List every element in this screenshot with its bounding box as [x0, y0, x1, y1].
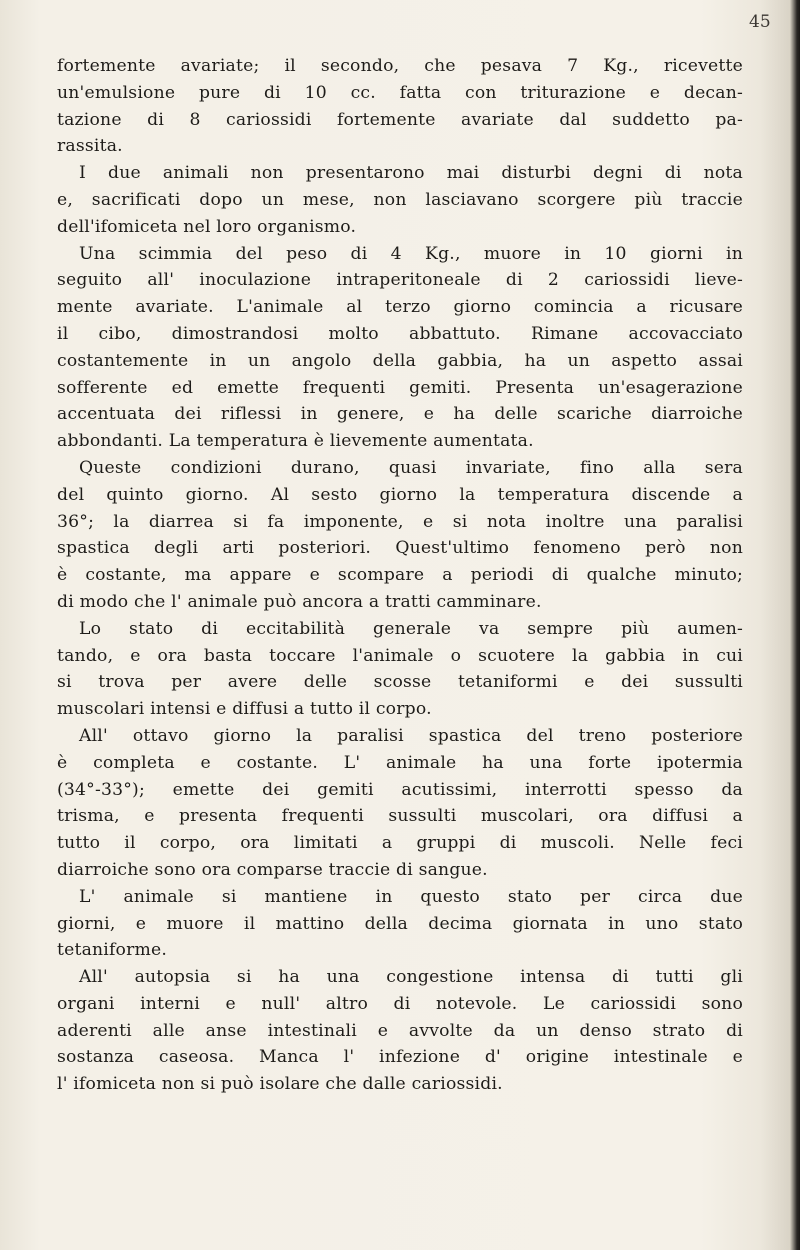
- text-line: giorni, e muore il mattino della decima giornata in uno stato: [57, 913, 743, 934]
- text-line: (34°-33°); emette dei gemiti acutissimi, interrotti spesso da: [57, 779, 743, 800]
- text-line: Una scimmia del peso di 4 Kg., muore in 10 giorni in: [79, 243, 743, 264]
- text-line: di modo che l' animale può ancora a tratti camminare.: [57, 591, 542, 612]
- text-line: è costante, ma appare e scompare a periodi di qualche minuto;: [57, 565, 743, 586]
- text-line: abbondanti. La temperatura è lievemente aumentata.: [57, 431, 534, 452]
- text-line: All' autopsia si ha una congestione intensa di tutti gli: [79, 967, 743, 988]
- text-line: dell'ifomiceta nel loro organismo.: [57, 216, 357, 237]
- text-line: trisma, e presenta frequenti sussulti muscolari, ora diffusi a: [57, 806, 743, 827]
- text-line: tetaniforme.: [57, 940, 168, 961]
- text-line: aderenti alle anse intestinali e avvolte da un denso strato di: [57, 1020, 743, 1041]
- text-line: fortemente avariate; il secondo, che pesava 7 Kg., ricevette: [57, 56, 743, 76]
- text-line: 36°; la diarrea si fa imponente, e si nota inoltre una paralisi: [57, 511, 743, 532]
- text-line: e, sacrificati dopo un mese, non lasciavano scorgere più traccie: [57, 189, 743, 210]
- text-line: tazione di 8 cariossidi fortemente avariate dal suddetto pa-: [57, 109, 743, 130]
- text-line: seguito all' inoculazione intraperitoneale di 2 cariossidi lieve-: [57, 270, 743, 291]
- page-number: 45: [749, 12, 771, 32]
- text-line: tutto il corpo, ora limitati a gruppi di muscoli. Nelle feci: [57, 833, 743, 854]
- text-line: un'emulsione pure di 10 cc. fatta con triturazione e decan-: [57, 82, 743, 103]
- body-text: [57, 53, 743, 1098]
- text-line: è completa e costante. L' animale ha una forte ipotermia: [57, 752, 743, 773]
- text-line: il cibo, dimostrandosi molto abbattuto. Rimane accovacciato: [57, 323, 743, 344]
- text-line: Queste condizioni durano, quasi invariate, fino alla sera: [79, 457, 743, 478]
- text-line: sofferente ed emette frequenti gemiti. Presenta un'esagerazione: [57, 377, 743, 398]
- text-line: si trova per avere delle scosse tetaniformi e dei sussulti: [57, 672, 743, 693]
- text-line: tando, e ora basta toccare l'animale o scuotere la gabbia in cui: [57, 645, 743, 666]
- text-line: sostanza caseosa. Manca l' infezione d' origine intestinale e: [57, 1047, 743, 1068]
- text-line: mente avariate. L'animale al terzo giorno comincia a ricusare: [57, 297, 743, 318]
- text-line: All' ottavo giorno la paralisi spastica del treno posteriore: [79, 725, 743, 746]
- text-line: del quinto giorno. Al sesto giorno la temperatura discende a: [57, 484, 743, 505]
- text-line: L' animale si mantiene in questo stato per circa due: [79, 886, 743, 907]
- text-line: diarroiche sono ora comparse traccie di sangue.: [57, 859, 488, 880]
- text-line: muscolari intensi e diffusi a tutto il corpo.: [57, 699, 432, 720]
- text-line: I due animali non presentarono mai disturbi degni di nota: [79, 163, 743, 184]
- text-line: accentuata dei riflessi in genere, e ha delle scariche diarroiche: [57, 404, 743, 425]
- text-line: spastica degli arti posteriori. Quest'ultimo fenomeno però non: [57, 538, 743, 559]
- text-line: Lo stato di eccitabilità generale va sempre più aumen-: [79, 618, 743, 639]
- text-line: rassita.: [57, 136, 123, 157]
- text-line: organi interni e null' altro di notevole. Le cariossidi sono: [57, 993, 743, 1014]
- text-line: l' ifomiceta non si può isolare che dalle cariossidi.: [57, 1074, 503, 1095]
- text-line: costantemente in un angolo della gabbia, ha un aspetto assai: [57, 350, 743, 371]
